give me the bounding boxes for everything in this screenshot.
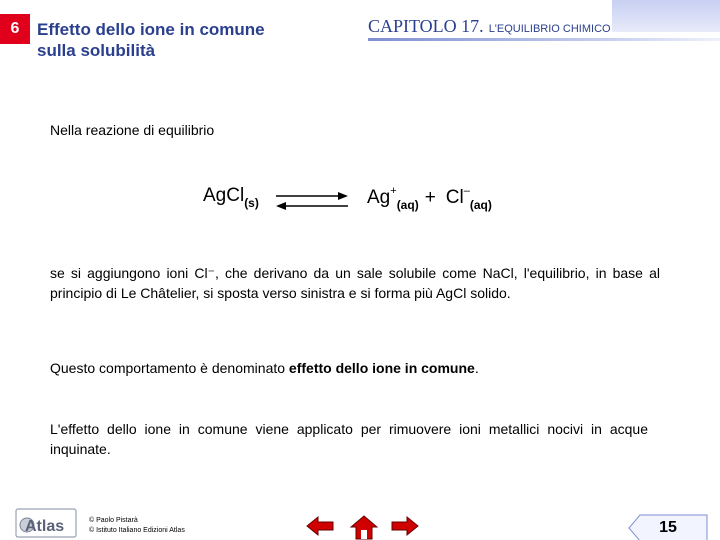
equilibrium-equation	[0, 180, 720, 220]
reactant-formula: AgCl	[203, 185, 245, 206]
author-line-2: © Istituto Italiano Edizioni Atlas	[89, 527, 185, 534]
page-number: 15	[659, 519, 677, 536]
behavior-suffix: .	[474, 360, 479, 376]
product-chloride-ion: Cl	[445, 187, 464, 208]
author-credits	[89, 516, 185, 536]
chloride-ion-charge: –	[463, 185, 470, 197]
home-icon	[350, 515, 378, 540]
arrow-right-icon	[390, 515, 420, 537]
page-number-badge	[628, 514, 708, 540]
atlas-logo	[15, 508, 77, 538]
product-silver-ion: Ag	[367, 187, 391, 208]
behavior-prefix: Questo comportamento è denominato	[50, 360, 289, 376]
chapter-name: L'EQUILIBRIO CHIMICO	[488, 23, 611, 35]
silver-ion-state: (aq)	[396, 198, 419, 212]
chapter-underline	[368, 38, 720, 41]
previous-slide-button[interactable]	[305, 515, 335, 540]
chapter-number: CAPITOLO 17.	[368, 16, 484, 36]
equation-products	[367, 185, 492, 212]
equilibrium-arrows-icon	[276, 190, 348, 212]
home-button[interactable]	[350, 515, 378, 540]
section-number-badge: 6	[0, 14, 30, 44]
chloride-ion-state: (aq)	[469, 198, 492, 212]
reactant-state: (s)	[244, 196, 259, 210]
arrow-left-icon	[305, 515, 335, 537]
equation-reactant	[203, 185, 259, 210]
atlas-logo-icon	[15, 508, 77, 538]
intro-paragraph: Nella reazione di equilibrio	[50, 122, 215, 138]
application-paragraph: L'effetto dello ione in comune viene applicato per rimuovere ioni metallici nocivi in acque inquinate.	[50, 421, 648, 457]
behavior-paragraph	[50, 358, 479, 378]
plus-sign: +	[424, 187, 436, 208]
slide-title: Effetto dello ione in comune sulla solubilità	[37, 20, 265, 60]
next-slide-button[interactable]	[390, 515, 420, 540]
atlas-logo-text: Atlas	[25, 518, 65, 535]
author-line-1: © Paolo Pistarà	[89, 517, 138, 524]
effect-paragraph: se si aggiungono ioni Cl⁻, che derivano da un sale solubile come NaCl, l'equilibrio, in base al principio di Le Châtelier, si sposta verso sinistra e si forma più AgCl solido.	[50, 265, 660, 301]
chapter-heading	[368, 16, 611, 37]
header-decoration	[612, 0, 720, 32]
silver-ion-charge: +	[390, 185, 397, 197]
behavior-term: effetto dello ione in comune	[288, 360, 475, 376]
